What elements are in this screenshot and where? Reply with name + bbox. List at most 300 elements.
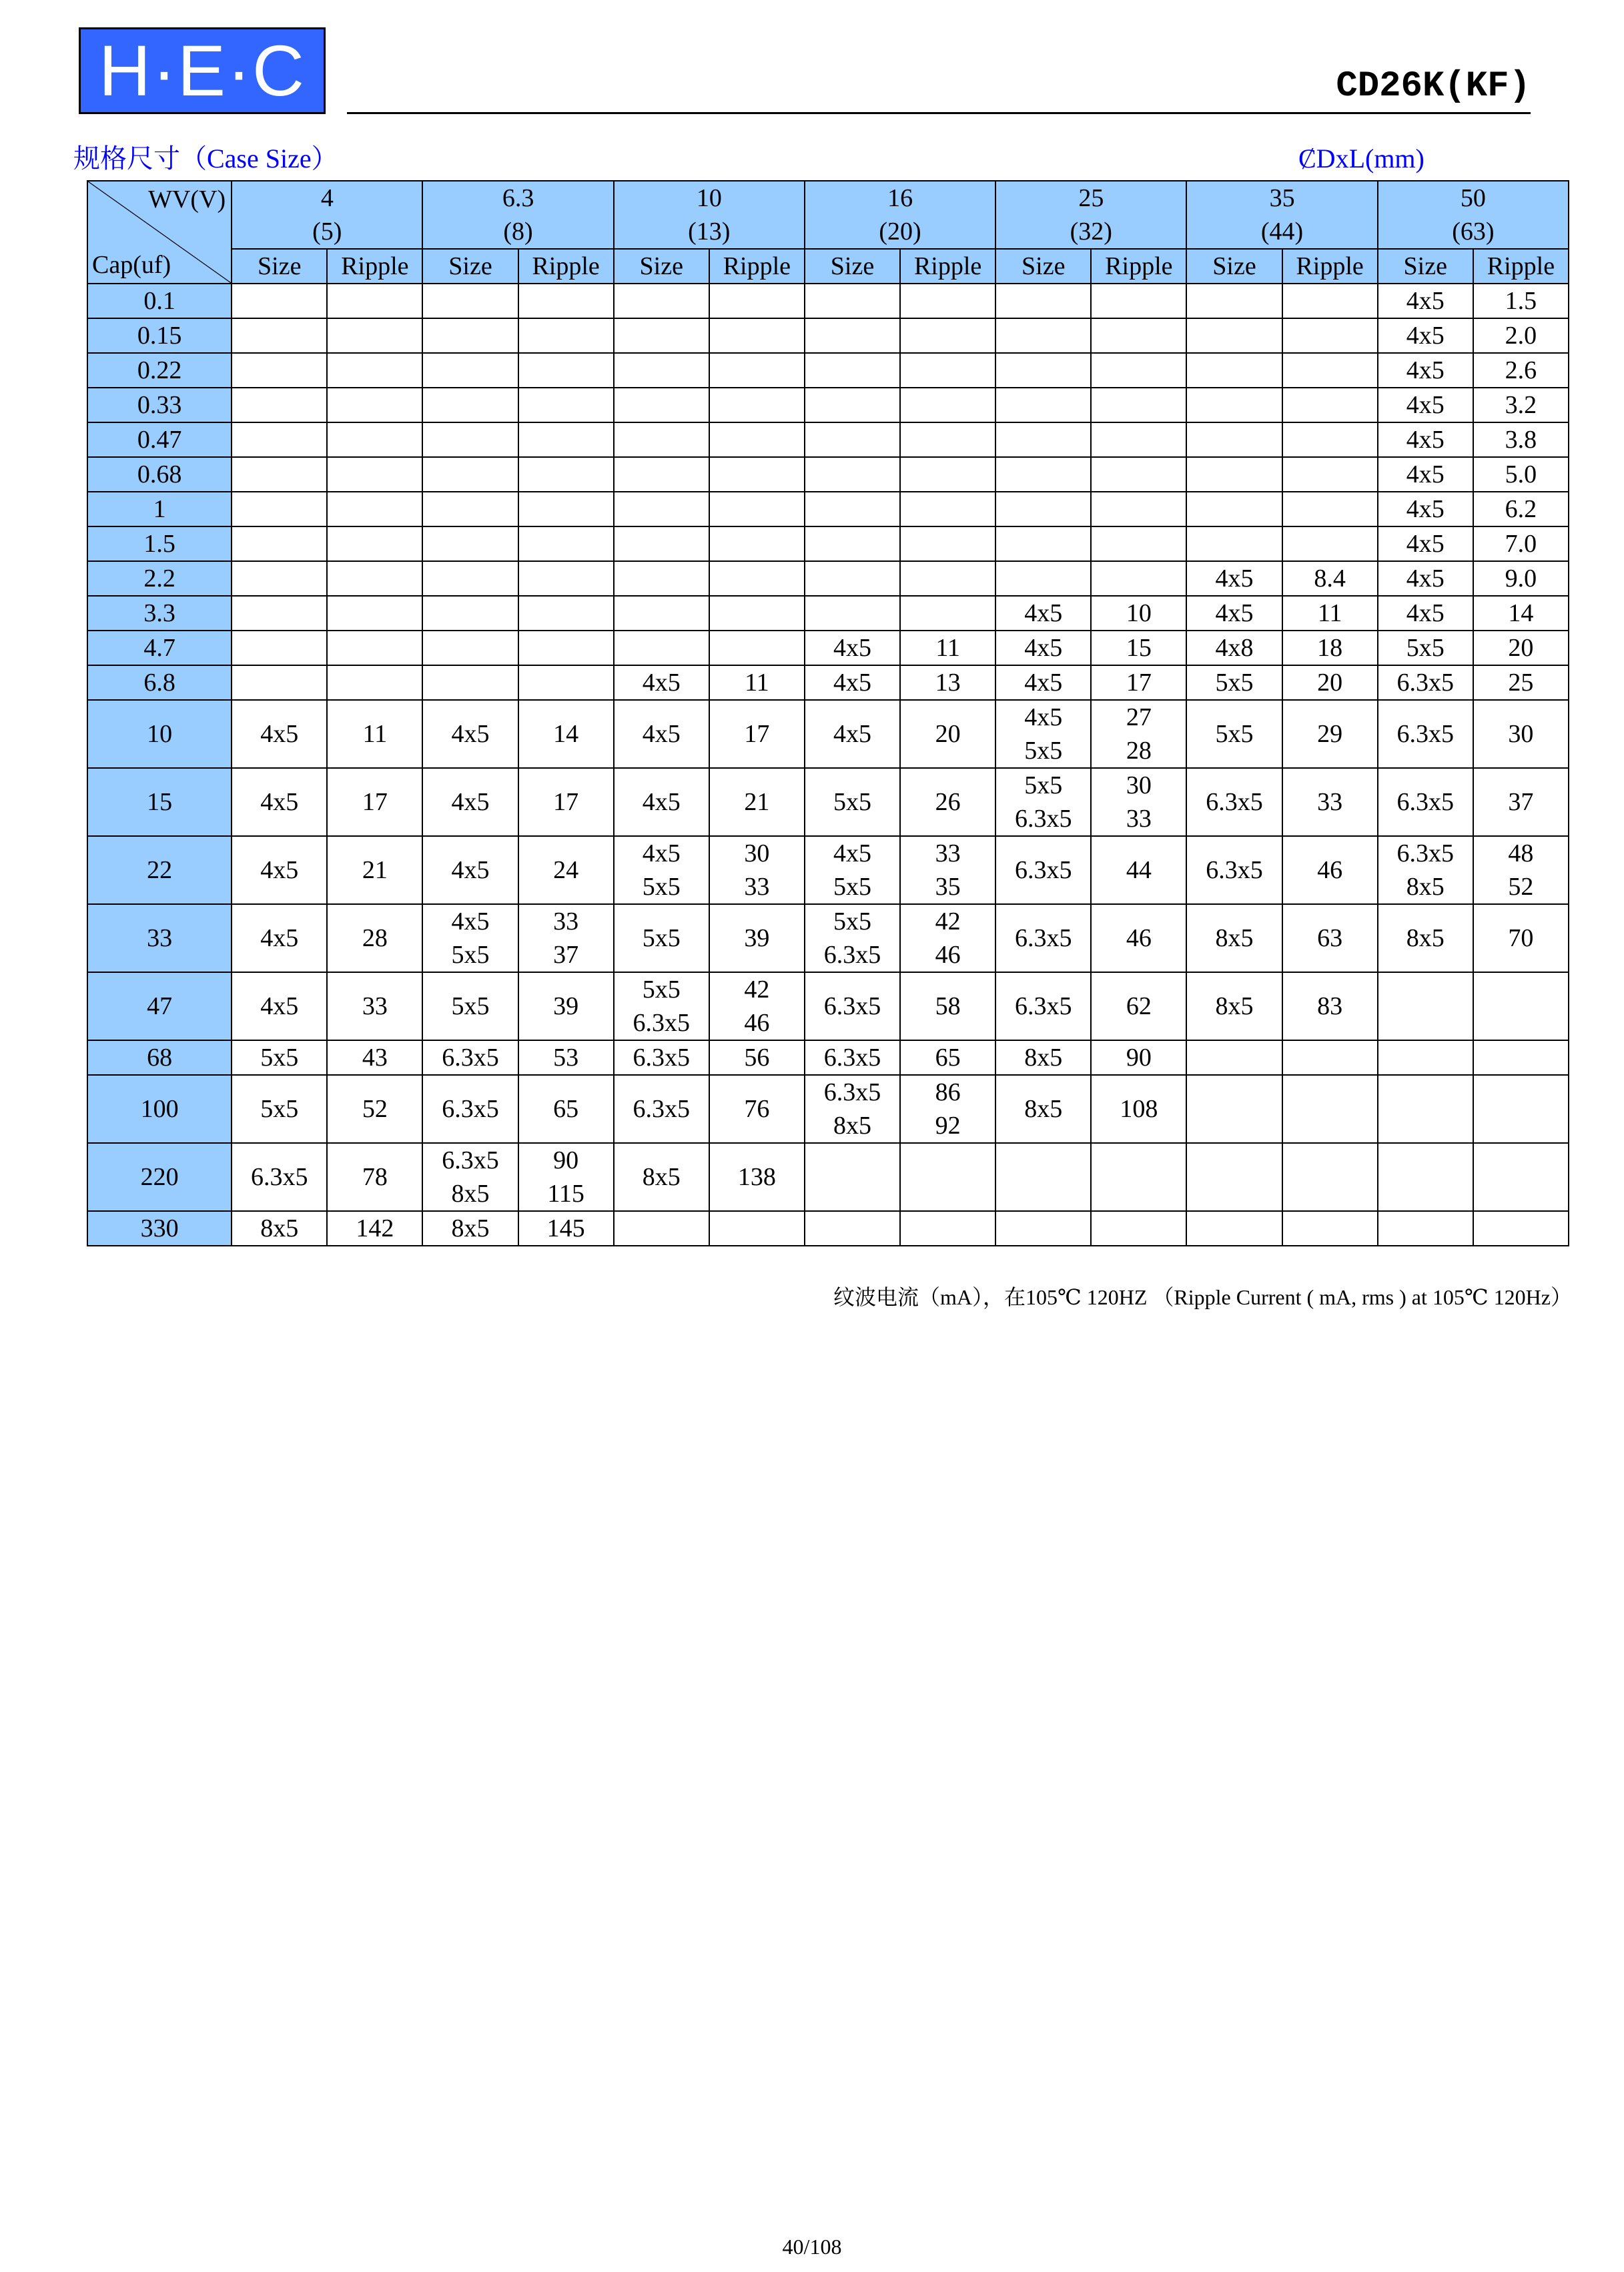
size-cell: 4x5	[1378, 526, 1473, 561]
surge-voltage: (8)	[503, 218, 533, 246]
ripple-cell	[709, 457, 805, 492]
size-value: 4x5	[833, 839, 871, 867]
size-value: 4x5	[1024, 703, 1063, 731]
ripple-cell	[1282, 457, 1378, 492]
size-cell	[422, 1143, 518, 1211]
size-cell: 4x5	[1186, 596, 1282, 631]
table-row	[87, 561, 1569, 596]
size-cell	[232, 561, 327, 596]
size-cell	[422, 492, 518, 526]
size-header: Size	[232, 249, 327, 284]
ripple-cell	[1473, 1211, 1569, 1246]
ripple-cell: 33	[327, 972, 422, 1040]
size-header: Size	[1186, 249, 1282, 284]
ripple-cell: 1.5	[1473, 284, 1569, 318]
size-cell: 4x5	[1378, 388, 1473, 422]
ripple-value: 27	[1126, 703, 1152, 731]
size-cell: 8x5	[1186, 972, 1282, 1040]
voltage-header	[614, 181, 805, 249]
voltage-header-row	[87, 181, 1569, 249]
size-cell	[232, 596, 327, 631]
ripple-cell	[900, 353, 995, 388]
size-cell	[805, 318, 900, 353]
ripple-cell: 56	[709, 1040, 805, 1075]
size-cell: 4x5	[1378, 561, 1473, 596]
ripple-cell: 83	[1282, 972, 1378, 1040]
working-voltage: 4	[320, 184, 334, 212]
size-value: 6.3x5	[1015, 805, 1072, 833]
size-cell: 6.3x5	[1378, 768, 1473, 836]
capacitance-cell: 47	[87, 972, 232, 1040]
size-cell: 6.3x5	[232, 1143, 327, 1211]
ripple-cell	[518, 1143, 614, 1211]
size-cell	[422, 318, 518, 353]
size-cell	[995, 492, 1091, 526]
ripple-cell	[709, 422, 805, 457]
ripple-cell: 62	[1091, 972, 1186, 1040]
voltage-header	[1186, 181, 1377, 249]
capacitance-cell: 1	[87, 492, 232, 526]
ripple-cell	[518, 526, 614, 561]
ripple-cell: 17	[518, 768, 614, 836]
ripple-cell	[900, 284, 995, 318]
size-cell: 6.3x5	[1378, 700, 1473, 768]
size-cell	[614, 596, 709, 631]
size-cell	[614, 836, 709, 904]
size-value: 6.3x5	[1396, 839, 1454, 867]
ripple-cell: 17	[1091, 665, 1186, 700]
ripple-cell	[518, 422, 614, 457]
size-cell	[614, 972, 709, 1040]
dimension-unit: ȻDxL(mm)	[1298, 143, 1425, 173]
size-cell	[995, 353, 1091, 388]
size-header: Size	[614, 249, 709, 284]
size-cell	[614, 526, 709, 561]
size-cell: 4x5	[1378, 318, 1473, 353]
ripple-cell	[1091, 1143, 1186, 1211]
size-value: 4x5	[451, 907, 490, 935]
table-row	[87, 284, 1569, 318]
size-cell	[805, 836, 900, 904]
voltage-header	[232, 181, 422, 249]
capacitance-cell: 0.15	[87, 318, 232, 353]
size-cell	[614, 353, 709, 388]
ripple-cell	[900, 388, 995, 422]
size-cell	[1186, 422, 1282, 457]
ripple-cell: 65	[518, 1075, 614, 1143]
size-cell	[995, 1143, 1091, 1211]
ripple-cell	[327, 526, 422, 561]
ripple-cell	[327, 561, 422, 596]
ripple-cell: 20	[1282, 665, 1378, 700]
size-cell: 5x5	[422, 972, 518, 1040]
ripple-header: Ripple	[709, 249, 805, 284]
ripple-cell: 39	[518, 972, 614, 1040]
working-voltage: 6.3	[502, 184, 534, 212]
size-cell: 4x5	[422, 836, 518, 904]
cap-label: Cap(uf)	[92, 251, 171, 279]
table-row	[87, 353, 1569, 388]
ripple-header: Ripple	[1473, 249, 1569, 284]
size-cell: 8x5	[995, 1040, 1091, 1075]
capacitance-cell: 100	[87, 1075, 232, 1143]
size-cell	[1378, 836, 1473, 904]
ripple-cell	[1091, 768, 1186, 836]
size-cell	[995, 318, 1091, 353]
size-cell	[614, 561, 709, 596]
capacitance-cell: 10	[87, 700, 232, 768]
size-cell	[995, 457, 1091, 492]
ripple-value: 42	[935, 907, 961, 935]
ripple-cell	[1282, 526, 1378, 561]
working-voltage: 35	[1269, 184, 1295, 212]
ripple-cell	[709, 526, 805, 561]
ripple-header: Ripple	[1091, 249, 1186, 284]
table-row	[87, 492, 1569, 526]
size-cell	[614, 318, 709, 353]
size-cell: 6.3x5	[422, 1075, 518, 1143]
table-row	[87, 457, 1569, 492]
size-value: 4x5	[642, 839, 681, 867]
size-cell: 4x5	[805, 700, 900, 768]
ripple-cell	[1282, 422, 1378, 457]
size-cell: 6.3x5	[805, 1040, 900, 1075]
size-header: Size	[422, 249, 518, 284]
size-cell	[805, 353, 900, 388]
ripple-cell: 24	[518, 836, 614, 904]
surge-voltage: (20)	[879, 218, 921, 246]
working-voltage: 25	[1078, 184, 1104, 212]
size-cell: 5x5	[1378, 631, 1473, 665]
capacitance-cell: 0.22	[87, 353, 232, 388]
size-header: Size	[1378, 249, 1473, 284]
ripple-cell: 21	[709, 768, 805, 836]
ripple-cell	[1091, 353, 1186, 388]
capacitance-cell: 330	[87, 1211, 232, 1246]
capacitance-cell: 4.7	[87, 631, 232, 665]
ripple-cell: 37	[1473, 768, 1569, 836]
size-ripple-header-row	[87, 249, 1569, 284]
size-cell	[995, 700, 1091, 768]
size-cell	[1378, 972, 1473, 1040]
ripple-cell: 43	[327, 1040, 422, 1075]
size-cell: 6.3x5	[995, 972, 1091, 1040]
ripple-cell: 3.8	[1473, 422, 1569, 457]
size-cell	[422, 904, 518, 972]
size-cell	[232, 665, 327, 700]
ripple-cell	[518, 388, 614, 422]
size-cell	[1186, 284, 1282, 318]
size-cell	[805, 388, 900, 422]
capacitance-cell: 22	[87, 836, 232, 904]
table-row	[87, 1075, 1569, 1143]
ripple-cell: 11	[709, 665, 805, 700]
size-cell: 8x5	[232, 1211, 327, 1246]
ripple-cell	[327, 596, 422, 631]
ripple-cell: 53	[518, 1040, 614, 1075]
surge-voltage: (5)	[312, 218, 342, 246]
size-cell: 4x5	[1378, 422, 1473, 457]
ripple-cell	[900, 904, 995, 972]
size-cell: 4x5	[805, 665, 900, 700]
ripple-cell: 70	[1473, 904, 1569, 972]
size-cell	[1186, 388, 1282, 422]
model-number: CD26K(KF)	[1336, 66, 1531, 107]
size-cell	[422, 353, 518, 388]
ripple-cell	[1091, 1211, 1186, 1246]
ripple-cell: 52	[327, 1075, 422, 1143]
ripple-cell: 8.4	[1282, 561, 1378, 596]
voltage-header	[805, 181, 995, 249]
size-value: 5x5	[833, 907, 871, 935]
working-voltage: 10	[696, 184, 722, 212]
size-cell	[232, 526, 327, 561]
size-cell	[1186, 1040, 1282, 1075]
ripple-cell	[1282, 1143, 1378, 1211]
ripple-cell	[1282, 1040, 1378, 1075]
size-cell: 6.3x5	[1186, 836, 1282, 904]
surge-voltage: (63)	[1452, 218, 1495, 246]
size-cell: 4x5	[614, 768, 709, 836]
size-cell	[422, 284, 518, 318]
size-cell	[995, 561, 1091, 596]
size-cell	[1378, 1075, 1473, 1143]
ripple-cell: 76	[709, 1075, 805, 1143]
wv-label: WV(V)	[148, 185, 226, 214]
ripple-cell	[709, 284, 805, 318]
ripple-cell: 29	[1282, 700, 1378, 768]
ripple-cell: 9.0	[1473, 561, 1569, 596]
size-cell	[995, 284, 1091, 318]
ripple-cell	[900, 526, 995, 561]
size-value: 8x5	[1406, 873, 1445, 901]
size-value: 8x5	[833, 1112, 871, 1140]
ripple-header: Ripple	[1282, 249, 1378, 284]
size-cell: 4x5	[805, 631, 900, 665]
ripple-cell: 18	[1282, 631, 1378, 665]
ripple-cell: 21	[327, 836, 422, 904]
ripple-cell: 46	[1091, 904, 1186, 972]
ripple-cell: 14	[1473, 596, 1569, 631]
ripple-cell	[1282, 353, 1378, 388]
ripple-cell	[709, 1211, 805, 1246]
size-cell	[1186, 1143, 1282, 1211]
ripple-cell	[518, 318, 614, 353]
table-row	[87, 526, 1569, 561]
ripple-cell	[1473, 972, 1569, 1040]
size-cell: 5x5	[232, 1040, 327, 1075]
size-cell	[805, 284, 900, 318]
size-cell	[1186, 353, 1282, 388]
size-cell	[995, 422, 1091, 457]
table-row	[87, 1040, 1569, 1075]
ripple-value: 86	[935, 1078, 961, 1106]
ripple-cell: 11	[1282, 596, 1378, 631]
size-cell	[1378, 1040, 1473, 1075]
ripple-cell	[1091, 526, 1186, 561]
ripple-cell	[1091, 388, 1186, 422]
page-number: 40/108	[782, 2235, 842, 2259]
ripple-cell	[1473, 836, 1569, 904]
size-cell: 4x5	[1378, 457, 1473, 492]
ripple-value: 33	[1126, 805, 1152, 833]
table-row	[87, 904, 1569, 972]
ripple-value: 42	[744, 976, 770, 1004]
ripple-cell: 108	[1091, 1075, 1186, 1143]
ripple-cell	[327, 284, 422, 318]
size-cell: 6.3x5	[995, 836, 1091, 904]
ripple-cell	[327, 388, 422, 422]
size-cell	[422, 561, 518, 596]
size-value: 5x5	[1024, 771, 1063, 799]
ripple-cell	[1091, 492, 1186, 526]
ripple-cell	[1091, 457, 1186, 492]
size-cell: 4x5	[995, 631, 1091, 665]
table-row	[87, 631, 1569, 665]
capacitance-cell: 0.1	[87, 284, 232, 318]
ripple-cell: 39	[709, 904, 805, 972]
ripple-value: 28	[1126, 737, 1152, 765]
size-cell	[232, 631, 327, 665]
case-size-table	[87, 180, 1569, 1246]
size-header: Size	[805, 249, 900, 284]
size-cell	[422, 596, 518, 631]
size-cell: 4x5	[422, 768, 518, 836]
surge-voltage: (44)	[1260, 218, 1304, 246]
ripple-value: 33	[935, 839, 961, 867]
capacitance-cell: 68	[87, 1040, 232, 1075]
size-cell	[232, 353, 327, 388]
size-cell	[1378, 1211, 1473, 1246]
size-cell: 4x5	[232, 972, 327, 1040]
ripple-cell	[518, 665, 614, 700]
size-cell	[232, 318, 327, 353]
size-cell	[614, 284, 709, 318]
size-cell	[995, 526, 1091, 561]
ripple-cell: 11	[900, 631, 995, 665]
ripple-cell	[518, 457, 614, 492]
size-cell: 4x5	[614, 700, 709, 768]
working-voltage: 16	[887, 184, 913, 212]
ripple-cell: 30	[1473, 700, 1569, 768]
ripple-cell: 63	[1282, 904, 1378, 972]
size-cell	[232, 284, 327, 318]
ripple-cell: 2.6	[1473, 353, 1569, 388]
size-cell	[614, 457, 709, 492]
capacitance-cell: 2.2	[87, 561, 232, 596]
size-cell: 4x5	[1186, 561, 1282, 596]
size-cell	[614, 492, 709, 526]
table-row	[87, 318, 1569, 353]
size-cell	[614, 1211, 709, 1246]
ripple-cell	[900, 1143, 995, 1211]
size-cell	[805, 596, 900, 631]
size-cell: 4x8	[1186, 631, 1282, 665]
ripple-cell: 44	[1091, 836, 1186, 904]
ripple-value: 46	[935, 941, 961, 969]
ripple-cell: 78	[327, 1143, 422, 1211]
ripple-cell: 90	[1091, 1040, 1186, 1075]
capacitance-cell: 15	[87, 768, 232, 836]
size-cell	[232, 422, 327, 457]
ripple-cell: 3.2	[1473, 388, 1569, 422]
table-row	[87, 665, 1569, 700]
ripple-value: 48	[1508, 839, 1534, 867]
size-cell	[1186, 457, 1282, 492]
voltage-header	[422, 181, 613, 249]
size-cell	[1186, 1211, 1282, 1246]
ripple-cell: 7.0	[1473, 526, 1569, 561]
table-row	[87, 422, 1569, 457]
ripple-value: 92	[935, 1112, 961, 1140]
ripple-cell	[900, 422, 995, 457]
size-value: 5x5	[642, 976, 681, 1004]
size-cell	[805, 1075, 900, 1143]
capacitance-cell: 33	[87, 904, 232, 972]
ripple-cell: 25	[1473, 665, 1569, 700]
hec-logo: H·E·C	[79, 27, 326, 114]
table-row	[87, 768, 1569, 836]
ripple-header: Ripple	[900, 249, 995, 284]
ripple-cell	[1282, 388, 1378, 422]
ripple-cell: 5.0	[1473, 457, 1569, 492]
ripple-cell	[709, 631, 805, 665]
ripple-value: 52	[1508, 873, 1534, 901]
ripple-cell: 6.2	[1473, 492, 1569, 526]
size-cell: 4x5	[232, 836, 327, 904]
size-cell	[805, 561, 900, 596]
table-row	[87, 388, 1569, 422]
size-cell: 6.3x5	[614, 1040, 709, 1075]
ripple-cell	[1282, 1211, 1378, 1246]
size-cell	[995, 1211, 1091, 1246]
size-cell: 8x5	[1378, 904, 1473, 972]
ripple-cell: 10	[1091, 596, 1186, 631]
ripple-cell: 20	[1473, 631, 1569, 665]
ripple-cell	[327, 422, 422, 457]
size-cell: 6.3x5	[1186, 768, 1282, 836]
capacitance-cell: 3.3	[87, 596, 232, 631]
size-cell: 4x5	[1378, 492, 1473, 526]
ripple-cell	[327, 353, 422, 388]
size-cell	[422, 526, 518, 561]
table-row	[87, 1211, 1569, 1246]
size-cell	[805, 904, 900, 972]
ripple-cell	[900, 457, 995, 492]
header-divider	[347, 112, 1531, 114]
ripple-value: 30	[1126, 771, 1152, 799]
size-cell	[422, 457, 518, 492]
size-cell: 8x5	[1186, 904, 1282, 972]
ripple-cell	[709, 596, 805, 631]
ripple-value: 115	[547, 1180, 584, 1208]
ripple-cell	[327, 665, 422, 700]
ripple-cell	[900, 318, 995, 353]
size-cell	[422, 665, 518, 700]
table-row	[87, 596, 1569, 631]
ripple-cell	[1282, 284, 1378, 318]
size-value: 5x5	[451, 941, 490, 969]
size-cell: 8x5	[422, 1211, 518, 1246]
size-value: 6.3x5	[442, 1146, 499, 1174]
surge-voltage: (13)	[688, 218, 731, 246]
ripple-cell	[709, 492, 805, 526]
ripple-footnote: 纹波电流（mA），在105℃ 120HZ （Ripple Current ( mA, rms ) at 105℃ 120Hz）	[833, 1285, 1572, 1309]
size-cell: 6.3x5	[995, 904, 1091, 972]
size-cell	[805, 457, 900, 492]
ripple-cell: 145	[518, 1211, 614, 1246]
size-cell: 6.3x5	[1378, 665, 1473, 700]
